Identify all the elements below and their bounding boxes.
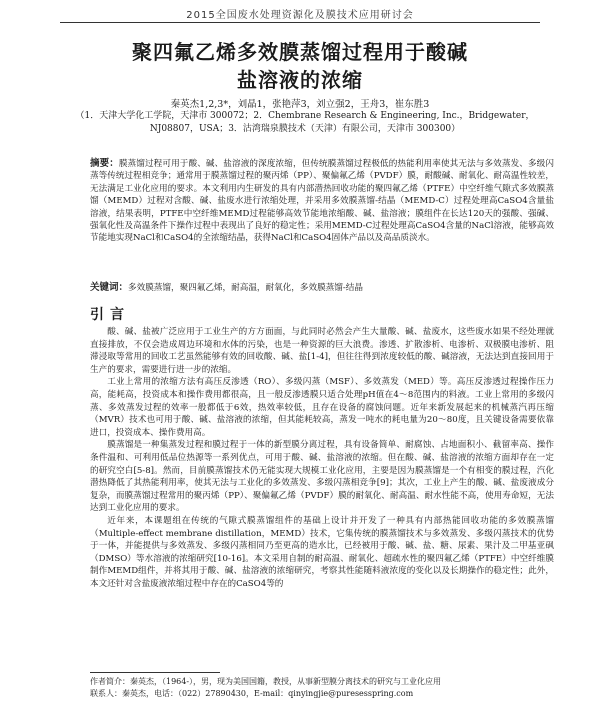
title-line-1: 聚四氟乙烯多效膜蒸馏过程用于酸碱	[132, 40, 468, 64]
paragraph-1: 酸、碱、盐被广泛应用于工业生产的方方面面，与此同时必然会产生大量酸、碱、盐废水，这些废水如果不经处理就直接排放，不仅会造成周边环境和水体的污染，也是一种资源的巨大浪费。渗透、扩散渗析、电渗析、双极膜电渗析、阻滞浸取等常用的回收工艺虽然能够有效的回收酸、碱、盐[1-4]，但往往得到浓度较低的酸、碱溶液，无法达到直接回用于生产的要求，需要进行进一步的浓缩。	[90, 327, 554, 375]
section-heading-introduction: 引言	[90, 307, 130, 323]
author-list: 秦英杰1,2,3*，刘晶1，张艳萍3，刘立强2，王舟3，崔东胜3	[170, 99, 430, 110]
paragraph-3: 膜蒸馏是一种集蒸发过程和膜过程于一体的新型膜分离过程，具有设备简单、耐腐蚀、占地面积小、截留率高、操作条件温和、可利用低品位热源等一系列优点，可用于酸、碱、盐溶液的浓缩。但在酸、碱、盐溶液的浓缩方面却存在一定的研究空白[5-8]。然而，目前膜蒸馏技术仍无能实现大规模工业化应用，主要是因为膜蒸馏是一个有相变的膜过程，汽化潜热降低了其热能利用率，使其无法与工业化的多效蒸发、多级闪蒸相竞争[9]；其次，工业上产生的酸、碱、盐废液成分复杂，而膜蒸馏过程常用的聚丙烯（PP）、聚偏氟乙烯（PVDF）膜的耐氧化、耐高温、耐水性能不高，使用寿命短，无法达到工业化应用的要求。	[90, 440, 554, 514]
footnote	[90, 676, 554, 700]
body-text	[90, 326, 554, 590]
footnote-author-bio: 作者简介：秦英杰，（1964-），男，现为美国国籍，教授，从事新型膜分离技术的研究与工业化应用	[90, 677, 442, 686]
paragraph-2: 工业上常用的浓缩方法有高压反渗透（RO）、多级闪蒸（MSF）、多效蒸发（MED）等。高压反渗透过程操作压力高，能耗高，投资成本和操作费用都很高，且一般反渗透膜只适合处理pH值在4～8范围内的料液。工业上常用的多级闪蒸、多效蒸发过程的效率一般都低于6效，热效率较低，且存在设备的腐蚀问题。近年来新发展起来的机械蒸汽再压缩（MVR）技术也可用于酸、碱、盐溶液的浓缩，但其能耗较高，蒸发一吨水的耗电量为20～80度，且关键设备需要依靠进口，投资成本、操作费用高。	[90, 377, 554, 438]
affiliations: （1．天津大学化工学院，天津市 300072；2．Chembrane Research & Engineering, Inc.，Bridgewater，NJ08807，USA；3．沽湾瑞泉膜技术（天津）有限公司，天津市 300300）	[75, 111, 535, 134]
keywords-text: 多效膜蒸馏，聚四氟乙烯，耐高温，耐氧化，多效膜蒸馏-结晶	[128, 283, 363, 293]
keywords-label: 关键词：	[90, 282, 129, 293]
running-header: 2015全国废水处理资源化及膜技术应用研讨会	[60, 6, 540, 23]
abstract	[90, 158, 554, 245]
keywords	[90, 282, 554, 294]
abstract-label: 摘要：	[90, 158, 119, 169]
footnote-divider	[90, 672, 220, 673]
abstract-text: 膜蒸馏过程可用于酸、碱、盐溶液的深度浓缩，但传统膜蒸馏过程极低的热能利用率使其无法与多效蒸发、多级闪蒸等传统过程相竞争；通常用于膜蒸馏过程的聚丙烯（PP）、聚偏氟乙烯（PVDF）膜，耐酸碱、耐氧化、耐高温性较差，无法满足工业化应用的要求。本文利用内生研发的具有内部潜热回收功能的聚四氟乙烯（PTFE）中空纤维气隙式多效膜蒸馏（MEMD）过程对含酸、碱、盐废水进行浓缩处理，并采用多效膜蒸馏-结晶（MEMD-C）过程处理高CaSO4含量盐溶液，结果表明，PTFE中空纤维MEMD过程能够高效节能地浓缩酸、碱、盐溶液；膜组件在长达120天的强酸、强碱、强氧化性及高温条件下操作过程中表现出了良好的稳定性；采用MEMD-C过程处理高CaSO4含量的NaCl溶液，能够高效节能地实现NaCl和CaSO4的全浓缩结晶，获得NaCl和CaSO4固体产品以及高品质淡水。	[90, 159, 554, 244]
title-line-2: 盐溶液的浓缩	[237, 68, 363, 92]
footnote-contact: 联系人：秦英杰，电话：（022）27890430，E-mail：qinyingjie@puresesspring.com	[90, 689, 414, 698]
paragraph-4: 近年来，本课题组在传统的气隙式膜蒸馏组件的基础上设计并开发了一种具有内部热能回收功能的多效膜蒸馏（Multiple-effect membrane distillation，MEMD）技术，它集传统的膜蒸馏技术与多效蒸发、多级闪蒸技术的优势于一体，并能提供与多效蒸发、多级闪蒸相同乃至更高的造水比，已经被用于酸、碱、盐、糖、尿素、果汁及二甲基亚砜（DMSO）等水溶液的浓缩研究[10-16]。本文采用自制的耐高温、耐氧化、超疏水性的聚四氟乙烯（PTFE）中空纤维膜制作MEMD组件，并将其用于酸、碱、盐溶液的浓缩研究，考察其性能随料液浓度的变化以及长期操作的稳定性；此外，本文还针对含盐废液浓缩过程中存在的CaSO4等的	[90, 515, 554, 589]
